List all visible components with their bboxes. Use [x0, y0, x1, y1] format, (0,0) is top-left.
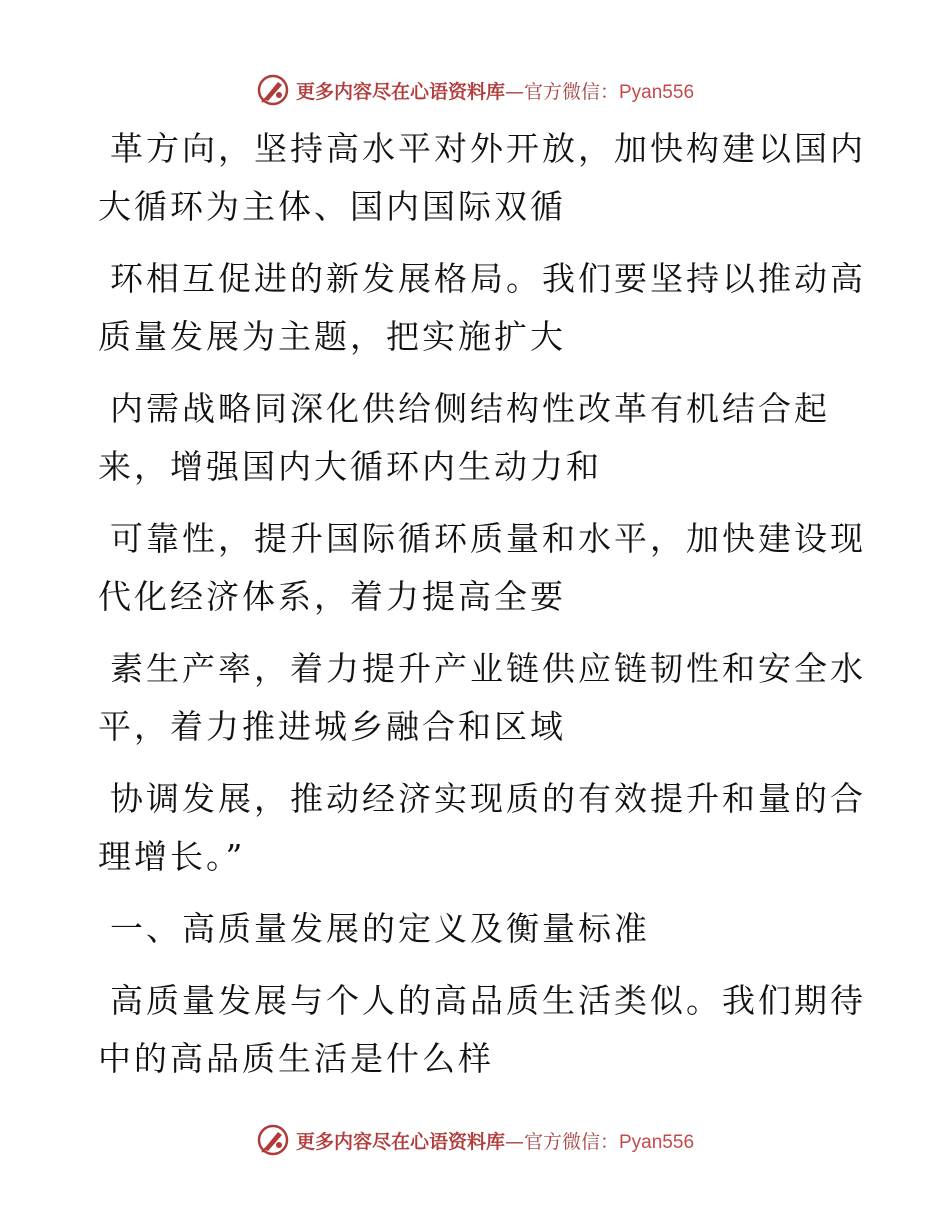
header-watermark — [0, 70, 950, 110]
paragraph-line: 来，增强国内大循环内生动力和 — [98, 447, 602, 486]
paragraph — [98, 250, 866, 366]
watermark-wechat-id: Pyan556 — [619, 1131, 695, 1153]
document-body — [98, 120, 866, 1102]
watermark-label: 官方微信： — [523, 80, 619, 103]
quill-seal-logo-icon — [256, 1123, 290, 1157]
watermark-text — [296, 77, 694, 104]
watermark-label: 官方微信： — [523, 1130, 619, 1153]
paragraph-line: 协调发展，推动经济实现质的有效提升和量的合 — [110, 779, 866, 818]
paragraph-line: 理增长。” — [98, 837, 246, 876]
watermark-brand: 更多内容尽在心语资料库 — [295, 1130, 505, 1153]
paragraph — [98, 972, 866, 1088]
watermark-wechat-id: Pyan556 — [619, 81, 695, 103]
watermark-separator: — — [504, 80, 524, 103]
paragraph — [98, 770, 866, 886]
paragraph-line: 平，着力推进城乡融合和区域 — [98, 707, 566, 746]
paragraph — [98, 640, 866, 756]
paragraph-line: 革方向，坚持高水平对外开放，加快构建以国内 — [110, 129, 866, 168]
paragraph — [98, 380, 838, 496]
watermark-text — [296, 1127, 694, 1154]
paragraph-line: 素生产率，着力提升产业链供应链韧性和安全水 — [110, 649, 866, 688]
watermark-separator: — — [504, 1130, 524, 1153]
section-heading-text: 一、高质量发展的定义及衡量标准 — [110, 909, 650, 948]
paragraph-line: 代化经济体系，着力提高全要 — [98, 577, 566, 616]
paragraph — [98, 510, 866, 626]
section-heading — [98, 900, 838, 958]
paragraph-line: 环相互促进的新发展格局。我们要坚持以推动高 — [110, 259, 866, 298]
paragraph — [98, 120, 866, 236]
paragraph-line: 中的高品质生活是什么样 — [98, 1039, 494, 1078]
watermark-brand: 更多内容尽在心语资料库 — [295, 80, 505, 103]
paragraph-line: 质量发展为主题，把实施扩大 — [98, 317, 566, 356]
quill-seal-logo-icon — [256, 73, 290, 107]
paragraph-line: 内需战略同深化供给侧结构性改革有机结合起 — [110, 389, 830, 428]
paragraph-line: 大循环为主体、国内国际双循 — [98, 187, 566, 226]
footer-watermark — [0, 1120, 950, 1160]
paragraph-line: 可靠性，提升国际循环质量和水平，加快建设现 — [110, 519, 866, 558]
paragraph-line: 高质量发展与个人的高品质生活类似。我们期待 — [110, 981, 866, 1020]
